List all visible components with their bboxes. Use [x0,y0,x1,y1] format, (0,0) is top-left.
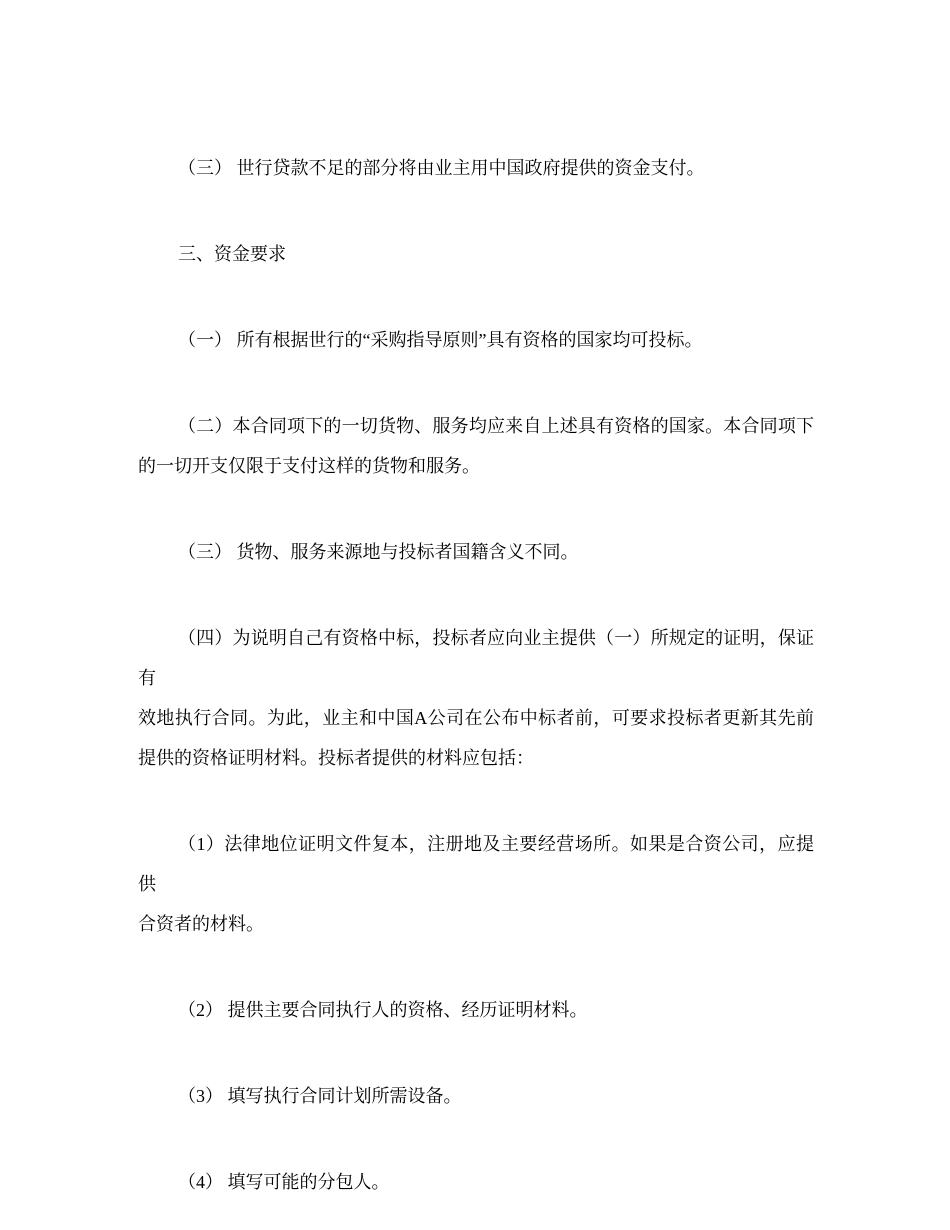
item-1-legal-status-documents-line-1: （1）法律地位证明文件复本，注册地及主要经营场所。如果是合资公司，应提供 [138,834,814,894]
para-goods-services-origin-line-1: （二）本合同项下的一切货物、服务均应来自上述具有资格的国家。本合同项下 [178,416,814,436]
item-3-required-equipment [138,1076,814,1116]
para-qualification-proof [138,618,814,778]
para-eligible-countries-line-1: （一） 所有根据世行的“采购指导原则”具有资格的国家均可投标。 [178,330,703,350]
heading-section-funding-requirements [138,234,814,274]
para-goods-services-origin-line-2: 的一切开支仅限于支付这样的货物和服务。 [138,456,480,476]
item-2-executor-credentials [138,990,814,1030]
para-qualification-proof-line-3: 提供的资格证明材料。投标者提供的材料应包括： [138,748,534,768]
para-world-bank-shortfall [138,148,814,188]
item-4-possible-subcontractors [138,1162,814,1202]
item-1-legal-status-documents-line-2: 合资者的材料。 [138,914,264,934]
para-eligible-countries [138,320,814,360]
para-world-bank-shortfall-line-1: （三） 世行贷款不足的部分将由业主用中国政府提供的资金支付。 [178,158,705,178]
item-1-legal-status-documents [138,824,814,944]
item-2-executor-credentials-line-1: （2） 提供主要合同执行人的资格、经历证明材料。 [178,1000,588,1020]
item-3-required-equipment-line-1: （3） 填写执行合同计划所需设备。 [178,1086,462,1106]
para-origin-vs-nationality-line-1: （三） 货物、服务来源地与投标者国籍含义不同。 [178,542,579,562]
para-qualification-proof-line-2: 效地执行合同。为此，业主和中国A公司在公布中标者前，可要求投标者更新其先前 [138,708,814,728]
para-origin-vs-nationality [138,532,814,572]
item-4-possible-subcontractors-line-1: （4） 填写可能的分包人。 [178,1172,390,1192]
para-goods-services-origin [138,406,814,486]
para-qualification-proof-line-1: （四）为说明自己有资格中标，投标者应向业主提供（一）所规定的证明，保证有 [138,628,814,688]
document-body [138,148,814,1202]
heading-section-funding-requirements-line-1: 三、资金要求 [178,244,286,264]
